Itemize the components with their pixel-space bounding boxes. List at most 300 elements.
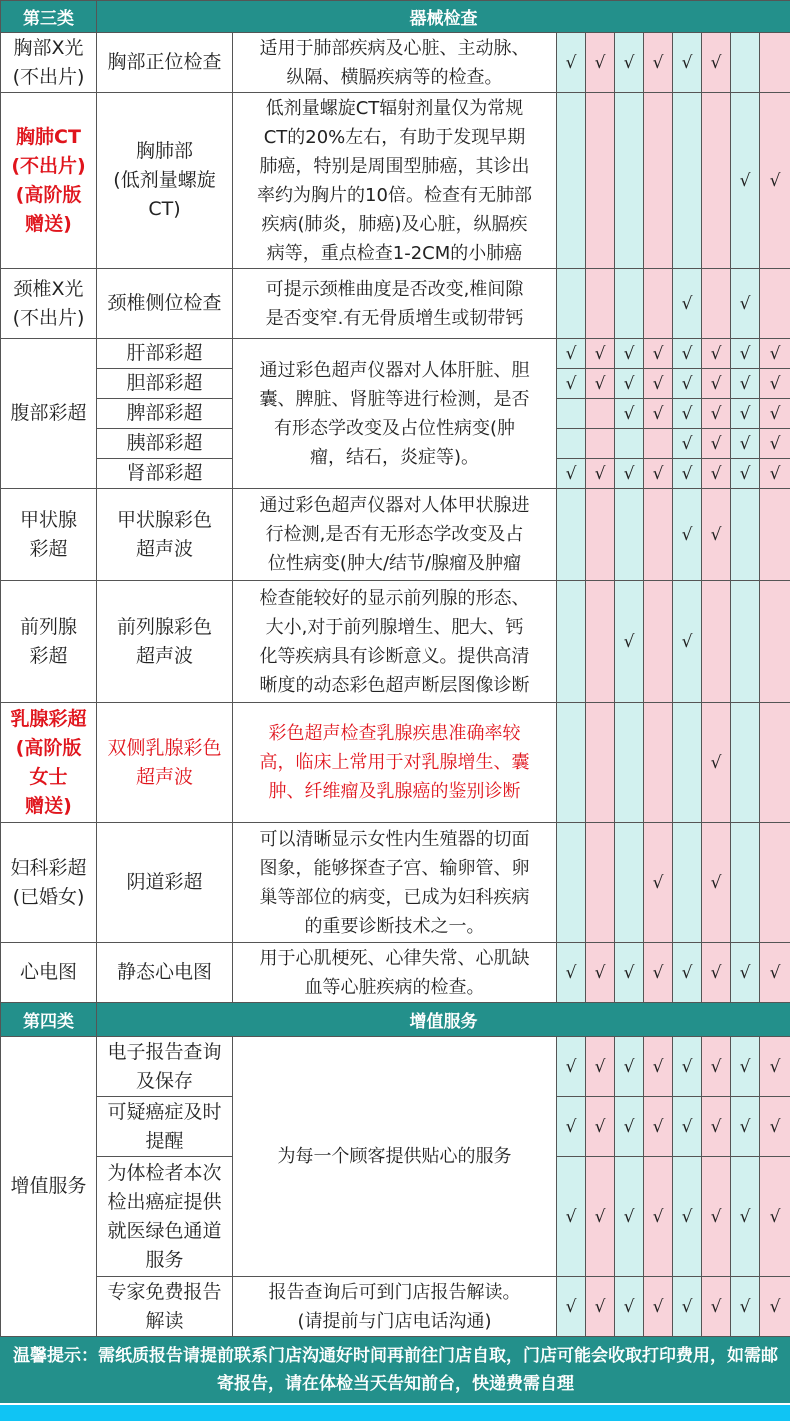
exam-category-line: (已婚女) [12,885,85,908]
check-mark: √ [769,1206,781,1227]
exam-category-line: 胸部X光 [13,36,84,59]
exam-description-line: 高，临床上常用于对乳腺增生、囊 [259,752,530,773]
exam-category [1,33,97,93]
check-mark: √ [739,403,751,424]
check-cell [731,339,760,369]
check-mark: √ [681,631,693,652]
check-cell [586,1037,615,1097]
check-mark: √ [681,1116,693,1137]
check-cell [702,489,731,581]
check-cell [557,1097,586,1157]
reminder-text: 温馨提示：需纸质报告请提前联系门店沟通好时间再前往门店自取，门店可能会收取打印费用，如需邮寄报告，请在体检当天告知前台，快递费需自理 [1,1337,790,1403]
check-cell [644,1097,673,1157]
exam-description-line: 可以清晰显示女性内生殖器的切面 [259,828,530,850]
check-mark: √ [623,1206,635,1227]
check-mark: √ [623,1056,635,1077]
check-cell [702,429,731,459]
check-cell [615,93,644,269]
exam-description-line: 化等疾病具有诊断意义。提供高清 [259,645,530,667]
exam-description [233,703,557,823]
exam-description-line: CT的20%左右，有助于发现早期 [263,126,526,148]
check-cell [557,339,586,369]
check-mark: √ [623,962,635,983]
check-cell [760,1157,790,1277]
check-cell [760,33,790,93]
check-cell [615,489,644,581]
check-cell [586,269,615,339]
check-cell [557,93,586,269]
check-mark: √ [623,343,635,364]
check-cell [644,429,673,459]
exam-item [97,93,233,269]
check-cell [760,399,790,429]
check-mark: √ [594,463,606,484]
check-cell [644,369,673,399]
check-cell [557,33,586,93]
service-description [233,1277,557,1337]
check-mark: √ [769,433,781,454]
check-cell [615,1097,644,1157]
check-mark: √ [565,1206,577,1227]
abdomen-description-line: 囊、脾脏、肾脏等进行检测，是否 [259,388,530,410]
check-cell [673,339,702,369]
exam-item-line: 胸部正位检查 [107,51,222,73]
check-mark: √ [652,343,664,364]
exam-description-line: 适用于肺部疾病及心脏、主动脉、 [259,37,530,59]
abdomen-category: 腹部彩超 [1,339,97,489]
check-cell [731,1277,760,1337]
check-cell [644,399,673,429]
abdomen-row [1,339,790,369]
exam-item-line: 阴道彩超 [126,871,203,893]
check-cell [557,581,586,703]
check-mark: √ [565,343,577,364]
check-mark: √ [681,1056,693,1077]
check-mark: √ [652,463,664,484]
check-cell [586,459,615,489]
check-cell [731,943,760,1003]
check-mark: √ [594,343,606,364]
check-mark: √ [681,463,693,484]
exam-category-line: 甲状腺 [19,508,77,531]
check-cell [557,429,586,459]
check-mark: √ [739,1056,751,1077]
exam-category [1,581,97,703]
exam-description [233,269,557,339]
check-mark: √ [739,1296,751,1317]
check-mark: √ [565,1056,577,1077]
check-cell [731,93,760,269]
check-cell [673,943,702,1003]
check-mark: √ [594,373,606,394]
check-cell [760,339,790,369]
exam-description-line: 大小,对于前列腺增生、肥大、钙 [265,616,524,638]
check-cell [586,1277,615,1337]
check-mark: √ [710,872,722,893]
check-cell [760,1097,790,1157]
service-description-line: 报告查询后可到门店报告解读。 [268,1281,521,1303]
check-cell [673,1277,702,1337]
check-cell [760,823,790,943]
exam-item [97,33,233,93]
section3-header-label: 第三类 [1,1,97,33]
exam-category [1,269,97,339]
check-mark: √ [623,1116,635,1137]
exam-description-line: 巢等部位的病变，已成为妇科疾病 [259,886,530,908]
check-cell [673,269,702,339]
check-cell [760,459,790,489]
check-cell [644,823,673,943]
check-mark: √ [623,463,635,484]
exam-category-line: 彩超 [29,644,68,667]
service-item [97,1097,233,1157]
exam-description-line: 肺癌，特别是周围型肺癌，其诊出 [259,155,530,177]
check-cell [557,1037,586,1097]
check-cell [760,429,790,459]
check-cell [586,1157,615,1277]
check-cell [615,1157,644,1277]
exam-row [1,703,790,823]
exam-description-line: 率约为胸片的10倍。检查有无肺部 [257,184,532,206]
check-cell [557,1277,586,1337]
check-mark: √ [710,463,722,484]
abdomen-item: 胰部彩超 [97,429,233,459]
check-cell [760,369,790,399]
exam-row [1,93,790,269]
exam-description-line: 疾病(肺炎，肺癌)及心脏，纵膈疾 [261,213,528,235]
check-cell [731,581,760,703]
abdomen-description [233,339,557,489]
service-row [1,1037,790,1097]
check-mark: √ [565,52,577,73]
check-cell [731,1037,760,1097]
exam-description [233,823,557,943]
check-cell [586,33,615,93]
check-mark: √ [739,293,751,314]
check-mark: √ [623,1296,635,1317]
check-cell [615,703,644,823]
check-cell [673,459,702,489]
service-item-line: 检出癌症提供 [107,1190,222,1213]
check-cell [586,489,615,581]
check-mark: √ [769,962,781,983]
exam-item-line: 胸肺部 [135,140,193,162]
check-cell [673,93,702,269]
check-mark: √ [710,524,722,545]
check-mark: √ [623,403,635,424]
check-cell [615,1277,644,1337]
check-cell [615,823,644,943]
check-cell [615,399,644,429]
check-cell [615,1037,644,1097]
exam-item-line: 前列腺彩色 [116,615,212,638]
check-cell [731,703,760,823]
check-mark: √ [652,962,664,983]
check-cell [586,943,615,1003]
exam-description-line: 检查能较好的显示前列腺的形态、 [259,587,530,609]
service-item [97,1277,233,1337]
check-mark: √ [681,1206,693,1227]
check-cell [644,1157,673,1277]
exam-item [97,823,233,943]
check-mark: √ [681,343,693,364]
exam-category [1,703,97,823]
abdomen-item: 胆部彩超 [97,369,233,399]
exam-item-line: 超声波 [135,537,193,560]
check-cell [760,581,790,703]
check-mark: √ [710,962,722,983]
check-cell [586,369,615,399]
check-mark: √ [769,463,781,484]
check-cell [702,1277,731,1337]
check-cell [644,581,673,703]
check-cell [615,339,644,369]
exam-description [233,489,557,581]
service-item-line: 可疑癌症及时 [107,1100,222,1123]
service-item-line: 电子报告查询 [107,1040,222,1063]
exam-item [97,269,233,339]
exam-description-line: 肿、纤维瘤及乳腺癌的鉴别诊断 [268,781,521,802]
tip-row [1,1337,790,1403]
exam-description [233,581,557,703]
exam-item-line: (低剂量螺旋 [113,169,216,191]
service-item-line: 提醒 [145,1129,184,1152]
abdomen-item: 脾部彩超 [97,399,233,429]
check-mark: √ [710,1296,722,1317]
section3-header [1,1,790,33]
check-cell [586,703,615,823]
service-item-line: 解读 [145,1309,184,1332]
service-item-line: 就医绿色通道 [107,1219,222,1242]
check-mark: √ [710,752,722,773]
check-cell [760,1277,790,1337]
check-cell [731,269,760,339]
check-cell [760,269,790,339]
check-cell [673,33,702,93]
check-cell [644,1277,673,1337]
check-cell [586,581,615,703]
section4-header-label: 第四类 [1,1003,97,1037]
check-cell [702,369,731,399]
exam-description-line: 晰度的动态彩色超声断层图像诊断 [259,674,530,696]
check-cell [760,703,790,823]
check-cell [673,1097,702,1157]
check-mark: √ [769,403,781,424]
check-mark: √ [681,433,693,454]
check-mark: √ [769,373,781,394]
exam-category-line: 乳腺彩超 [10,707,87,730]
check-cell [586,339,615,369]
check-mark: √ [681,962,693,983]
exam-description-line: 用于心肌梗死、心律失常、心肌缺 [259,947,530,969]
check-cell [615,459,644,489]
check-mark: √ [623,631,635,652]
check-mark: √ [710,1206,722,1227]
check-cell [557,269,586,339]
exam-description-line: 可提示颈椎曲度是否改变,椎间隙 [265,278,524,300]
exam-item [97,943,233,1003]
exam-category [1,943,97,1003]
check-cell [760,93,790,269]
check-mark: √ [769,1296,781,1317]
check-cell [644,943,673,1003]
exam-item-line: 颈椎侧位检查 [107,292,222,314]
check-mark: √ [594,1296,606,1317]
exam-category-line: (高阶版 [15,736,82,759]
check-mark: √ [739,1206,751,1227]
exam-description [233,943,557,1003]
exam-item [97,489,233,581]
check-mark: √ [565,1296,577,1317]
service-item-line: 为体检者本次 [107,1161,222,1184]
check-cell [644,33,673,93]
exam-description-line: 通过彩色超声仪器对人体甲状腺进 [259,495,530,516]
check-cell [702,459,731,489]
abdomen-description-line: 瘤，结石，炎症等)。 [309,446,480,468]
check-cell [557,823,586,943]
exam-description-line: 是否变窄.有无骨质增生或韧带钙 [265,307,524,329]
check-mark: √ [739,1116,751,1137]
check-mark: √ [710,52,722,73]
exam-description-line: 位性病变(肿大/结节/腺瘤及肿瘤 [267,553,522,574]
check-mark: √ [652,373,664,394]
check-cell [644,703,673,823]
check-cell [731,369,760,399]
exam-item [97,581,233,703]
exam-item [97,703,233,823]
check-mark: √ [623,373,635,394]
check-cell [615,943,644,1003]
exam-category-line: (不出片) [11,154,86,177]
service-row [1,1277,790,1337]
check-cell [702,339,731,369]
check-cell [731,399,760,429]
check-cell [644,339,673,369]
check-cell [615,369,644,399]
check-cell [557,489,586,581]
exam-description-line: 病等，重点检查1-2CM的小肺癌 [266,242,523,264]
check-mark: √ [710,1116,722,1137]
check-mark: √ [594,1116,606,1137]
check-cell [702,823,731,943]
check-cell [644,269,673,339]
abdomen-item: 肾部彩超 [97,459,233,489]
check-cell [702,33,731,93]
check-cell [673,399,702,429]
service-item [97,1037,233,1097]
exam-category [1,823,97,943]
exam-category-line: 颈椎X光 [13,277,84,300]
exam-description-line: 的重要诊断技术之一。 [304,915,485,937]
check-cell [644,459,673,489]
check-cell [731,429,760,459]
service-description-line: (请提前与门店电话沟通) [297,1310,492,1332]
check-cell [760,489,790,581]
exam-category-line: 彩超 [29,537,68,560]
check-mark: √ [710,373,722,394]
exam-category-line: 胸肺CT [16,125,81,148]
check-cell [702,703,731,823]
exam-description-line: 低剂量螺旋CT辐射剂量仅为常规 [265,97,524,119]
exam-category-line: (高阶版 [15,183,82,206]
exam-row [1,489,790,581]
check-cell [760,943,790,1003]
service-description: 为每一个顾客提供贴心的服务 [233,1037,557,1277]
exam-item-line: 超声波 [135,644,193,667]
service-category: 增值服务 [1,1037,97,1337]
check-cell [673,581,702,703]
service-item [97,1157,233,1277]
exam-category-line: (不出片) [12,65,85,88]
check-cell [673,369,702,399]
check-cell [731,823,760,943]
check-cell [557,1157,586,1277]
check-cell [557,399,586,429]
exam-category-line: 赠送) [25,212,72,235]
check-mark: √ [565,373,577,394]
check-mark: √ [652,1116,664,1137]
check-mark: √ [681,52,693,73]
exam-row [1,33,790,93]
check-cell [644,489,673,581]
exam-item-line: CT) [148,198,181,220]
check-mark: √ [739,962,751,983]
abdomen-item: 肝部彩超 [97,339,233,369]
exam-description [233,93,557,269]
check-cell [586,93,615,269]
check-mark: √ [769,1056,781,1077]
exam-description-line: 纵隔、横膈疾病等的检查。 [286,66,503,88]
exam-item-line: 静态心电图 [116,961,212,983]
exam-category-line: 女士 [29,765,68,788]
check-mark: √ [565,463,577,484]
exam-item-line: 甲状腺彩色 [116,508,212,531]
service-item-line: 服务 [145,1248,184,1271]
check-cell [702,581,731,703]
check-cell [702,1157,731,1277]
check-mark: √ [739,373,751,394]
exam-row [1,823,790,943]
check-cell [731,1097,760,1157]
check-cell [702,269,731,339]
check-cell [557,369,586,399]
check-cell [731,1157,760,1277]
check-mark: √ [652,1206,664,1227]
service-item-line: 及保存 [135,1069,193,1092]
bottom-accent-bar [0,1405,790,1421]
check-mark: √ [594,1206,606,1227]
check-cell [673,1157,702,1277]
check-mark: √ [652,403,664,424]
exam-description-line: 行检测,是否有无形态学改变及占 [265,524,524,545]
check-mark: √ [769,1116,781,1137]
check-mark: √ [681,373,693,394]
check-mark: √ [652,52,664,73]
check-mark: √ [769,343,781,364]
check-cell [615,269,644,339]
check-mark: √ [565,1116,577,1137]
check-mark: √ [652,1056,664,1077]
exam-category [1,489,97,581]
exam-category-line: 前列腺 [19,615,77,638]
exam-description [233,33,557,93]
check-cell [557,943,586,1003]
check-mark: √ [623,52,635,73]
check-mark: √ [710,433,722,454]
exam-description-line: 图象，能够探查子宫、输卵管、卵 [259,857,530,879]
service-item-line: 专家免费报告 [107,1280,222,1303]
check-cell [586,823,615,943]
